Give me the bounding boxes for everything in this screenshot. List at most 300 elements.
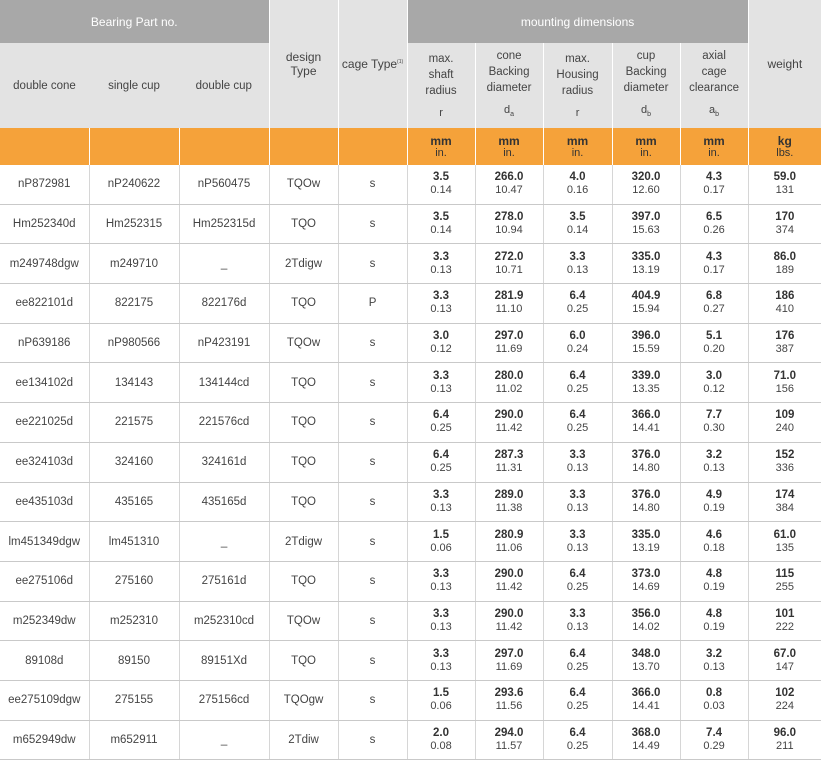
cell-weight (748, 680, 821, 720)
cell-cage-type: s (338, 165, 407, 204)
cell-weight-imperial: 211 (776, 739, 794, 752)
cell-shaft-radius (407, 403, 475, 443)
cell-cone-backing-metric: 287.3 (494, 449, 524, 462)
cell-weight-imperial: 224 (775, 700, 794, 713)
cell-shaft-radius (407, 720, 475, 760)
cell-cage-clearance-imperial: 0.29 (703, 739, 725, 752)
symbol-r: r (439, 106, 443, 119)
cell-weight-metric: 86.0 (773, 250, 796, 263)
cell-cage-clearance-metric: 4.8 (706, 568, 723, 581)
double-cone-header: double cone (0, 43, 89, 128)
cell-housing-radius-metric: 4.0 (569, 171, 586, 184)
cell-design-type: TQOw (269, 323, 338, 363)
cell-cone-backing-imperial: 11.56 (495, 700, 523, 713)
cell-cage-clearance-imperial: 0.17 (703, 184, 725, 197)
cell-double-cone: m249748dgw (0, 244, 89, 284)
cell-cone-backing-metric: 280.0 (494, 369, 524, 382)
cell-shaft-radius-imperial: 0.13 (430, 660, 452, 673)
cell-shaft-radius-metric: 3.3 (433, 607, 450, 620)
cell-cage-clearance-imperial: 0.30 (703, 422, 725, 435)
cell-weight-metric: 96.0 (773, 726, 796, 739)
cell-cage-clearance-imperial: 0.19 (703, 620, 725, 633)
cup-backing-line1: cup (636, 49, 656, 62)
unit-cell-empty (338, 128, 407, 165)
cell-double-cone: nP639186 (0, 323, 89, 363)
cell-weight-imperial: 131 (775, 184, 794, 197)
cell-housing-radius (543, 323, 612, 363)
cell-cage-clearance-imperial: 0.17 (703, 263, 725, 276)
cell-weight-imperial: 135 (775, 541, 794, 554)
cell-weight (748, 720, 821, 760)
cell-double-cone: ee134102d (0, 363, 89, 403)
cell-cup-backing-metric: 376.0 (631, 488, 661, 501)
cell-double-cup: 324161d (179, 442, 269, 482)
cell-housing-radius-imperial: 0.25 (566, 660, 589, 673)
cell-cone-backing-imperial: 11.06 (495, 541, 523, 554)
cell-housing-radius (543, 403, 612, 443)
mounting-dimensions-header: mounting dimensions (407, 0, 748, 43)
cell-weight (748, 244, 821, 284)
cell-weight-imperial: 387 (775, 343, 794, 356)
table-row (0, 561, 821, 601)
cell-shaft-radius-metric: 3.0 (433, 330, 450, 343)
cell-cone-backing (475, 482, 543, 522)
design-type-header (269, 0, 338, 128)
cell-cone-backing (475, 323, 543, 363)
cell-housing-radius-metric: 6.4 (569, 369, 586, 382)
unit-cell-empty (179, 128, 269, 165)
cell-double-cone: m652949dw (0, 720, 89, 760)
cell-cone-backing-metric: 278.0 (494, 211, 524, 224)
cell-weight-imperial: 255 (775, 581, 794, 594)
cell-cup-backing-imperial: 13.19 (632, 263, 660, 276)
cell-weight-imperial: 156 (775, 382, 794, 395)
cell-single-cup: nP980566 (89, 323, 179, 363)
cell-weight-metric: 109 (775, 409, 795, 422)
cell-cage-clearance (680, 561, 748, 601)
cell-housing-radius-metric: 3.5 (569, 211, 586, 224)
cell-housing-radius-metric: 3.3 (569, 528, 586, 541)
cell-cage-clearance (680, 601, 748, 641)
cell-cup-backing-metric: 348.0 (631, 647, 661, 660)
unit-cell-empty (269, 128, 338, 165)
cell-shaft-radius (407, 284, 475, 324)
cell-housing-radius (543, 244, 612, 284)
table-row (0, 403, 821, 443)
cell-weight-metric: 186 (775, 290, 795, 303)
cell-design-type: TQOgw (269, 680, 338, 720)
table-row (0, 284, 821, 324)
cell-cage-clearance-metric: 4.6 (706, 528, 723, 541)
weight-header: weight (748, 0, 821, 128)
cell-cup-backing-metric: 366.0 (631, 687, 661, 700)
cell-shaft-radius-imperial: 0.12 (430, 343, 452, 356)
cell-cage-clearance-metric: 3.2 (706, 449, 723, 462)
cell-double-cup: _ (179, 522, 269, 562)
cell-cone-backing-metric: 294.0 (494, 726, 524, 739)
cell-single-cup: nP240622 (89, 165, 179, 204)
cell-cone-backing (475, 442, 543, 482)
cell-cage-clearance-imperial: 0.27 (703, 303, 725, 316)
cell-housing-radius-metric: 6.4 (569, 647, 586, 660)
cell-shaft-radius-metric: 3.3 (433, 250, 450, 263)
cell-cone-backing (475, 403, 543, 443)
cell-cage-clearance (680, 720, 748, 760)
cell-double-cone: Hm252340d (0, 204, 89, 244)
cell-cone-backing-metric: 272.0 (494, 250, 524, 263)
cell-cup-backing-metric: 368.0 (631, 726, 661, 739)
cell-cage-clearance-metric: 7.7 (706, 409, 723, 422)
cell-cup-backing (612, 482, 680, 522)
cell-cage-type: P (338, 284, 407, 324)
shaft-radius-line1: max. (428, 52, 454, 65)
cell-double-cone: lm451349dgw (0, 522, 89, 562)
table-row (0, 323, 821, 363)
cell-cone-backing-metric: 297.0 (494, 330, 524, 343)
cell-cone-backing-imperial: 11.42 (495, 620, 523, 633)
cell-cup-backing-metric: 320.0 (631, 171, 661, 184)
cell-cage-clearance-imperial: 0.19 (703, 501, 725, 514)
cell-double-cone: ee221025d (0, 403, 89, 443)
cell-cage-clearance (680, 323, 748, 363)
cell-cage-clearance (680, 522, 748, 562)
cell-cup-backing (612, 323, 680, 363)
cell-design-type: TQO (269, 641, 338, 681)
cell-cone-backing (475, 680, 543, 720)
cell-cone-backing (475, 204, 543, 244)
cell-weight (748, 442, 821, 482)
cell-cone-backing-imperial: 11.02 (495, 382, 523, 395)
cell-double-cone: ee822101d (0, 284, 89, 324)
cell-double-cone: ee435103d (0, 482, 89, 522)
cell-cup-backing (612, 442, 680, 482)
cell-design-type: 2Tdigw (269, 522, 338, 562)
cell-cup-backing-metric: 376.0 (631, 449, 661, 462)
cell-cup-backing (612, 165, 680, 204)
unit-cell-empty (89, 128, 179, 165)
cone-backing-line2: Backing (488, 65, 530, 78)
table-row (0, 363, 821, 403)
cell-weight-metric: 152 (775, 449, 795, 462)
cage-clearance-header (680, 43, 748, 128)
cell-shaft-radius (407, 244, 475, 284)
cell-cage-clearance-metric: 4.8 (706, 607, 723, 620)
table-row (0, 680, 821, 720)
cell-shaft-radius-metric: 3.3 (433, 488, 450, 501)
cell-cage-type: s (338, 363, 407, 403)
cup-backing-line3: diameter (623, 81, 669, 94)
cell-cone-backing-metric: 293.6 (494, 687, 524, 700)
cell-cone-backing-imperial: 10.47 (495, 184, 523, 197)
cell-cage-clearance-metric: 6.5 (706, 211, 723, 224)
cell-single-cup: 822175 (89, 284, 179, 324)
cell-cage-clearance-imperial: 0.03 (703, 700, 725, 713)
cell-shaft-radius-metric: 3.5 (433, 211, 450, 224)
cell-housing-radius (543, 363, 612, 403)
cell-double-cup: m252310cd (179, 601, 269, 641)
cell-double-cup: nP560475 (179, 165, 269, 204)
cell-shaft-radius-metric: 3.5 (433, 171, 450, 184)
cell-shaft-radius (407, 204, 475, 244)
cell-cup-backing (612, 720, 680, 760)
cell-shaft-radius-metric: 2.0 (433, 726, 450, 739)
cell-cage-clearance-metric: 7.4 (706, 726, 723, 739)
type-label: Type (290, 64, 317, 78)
cell-cup-backing-metric: 366.0 (631, 409, 661, 422)
cell-cup-backing (612, 641, 680, 681)
units-row (0, 128, 821, 165)
cell-housing-radius (543, 165, 612, 204)
cell-cone-backing-imperial: 11.42 (495, 581, 523, 594)
cell-single-cup: 134143 (89, 363, 179, 403)
cell-shaft-radius (407, 522, 475, 562)
cell-double-cup: 822176d (179, 284, 269, 324)
cell-housing-radius-imperial: 0.13 (566, 501, 589, 514)
cell-cage-clearance-imperial: 0.19 (703, 581, 725, 594)
cell-cage-clearance-imperial: 0.13 (703, 462, 725, 475)
cell-weight-imperial: 374 (775, 224, 794, 237)
cell-cup-backing (612, 680, 680, 720)
cell-double-cup: _ (179, 244, 269, 284)
cell-weight (748, 323, 821, 363)
cell-shaft-radius (407, 482, 475, 522)
cell-cage-clearance (680, 403, 748, 443)
cell-single-cup: 221575 (89, 403, 179, 443)
cell-weight-imperial: 410 (775, 303, 794, 316)
cell-double-cup: _ (179, 720, 269, 760)
cup-backing-line2: Backing (625, 65, 667, 78)
cell-double-cone: ee275106d (0, 561, 89, 601)
cell-cage-clearance-metric: 0.8 (706, 687, 723, 700)
cell-cup-backing-imperial: 13.19 (632, 541, 660, 554)
cell-single-cup: 324160 (89, 442, 179, 482)
cell-cage-type: s (338, 601, 407, 641)
cell-cone-backing (475, 601, 543, 641)
cell-weight (748, 482, 821, 522)
cell-shaft-radius-metric: 6.4 (433, 409, 450, 422)
cell-cage-clearance-metric: 3.0 (706, 369, 723, 382)
cell-cage-type: s (338, 720, 407, 760)
cell-design-type: TQO (269, 442, 338, 482)
cell-single-cup: 275160 (89, 561, 179, 601)
cell-housing-radius (543, 680, 612, 720)
cell-housing-radius-metric: 6.4 (569, 409, 586, 422)
unit-cell-shaft: mm in. (407, 128, 475, 165)
cell-cup-backing-metric: 373.0 (631, 568, 661, 581)
double-cup-header: double cup (179, 43, 269, 128)
symbol-db: $d_b$ (641, 103, 652, 119)
cell-cone-backing (475, 720, 543, 760)
cell-cage-clearance-imperial: 0.18 (703, 541, 725, 554)
cell-housing-radius (543, 601, 612, 641)
cell-double-cone: ee324103d (0, 442, 89, 482)
unit-cell-empty (0, 128, 89, 165)
cell-cage-type: s (338, 522, 407, 562)
cone-backing-line3: diameter (486, 81, 532, 94)
cell-cup-backing (612, 363, 680, 403)
cell-cage-clearance (680, 641, 748, 681)
cell-design-type: TQO (269, 284, 338, 324)
cell-cage-clearance-metric: 4.3 (706, 171, 723, 184)
cell-cone-backing (475, 244, 543, 284)
cell-cage-clearance (680, 284, 748, 324)
cell-weight-metric: 176 (775, 330, 795, 343)
unit-cell-cone: mm in. (475, 128, 543, 165)
cell-single-cup: lm451310 (89, 522, 179, 562)
cell-shaft-radius (407, 680, 475, 720)
cell-double-cup: 275156cd (179, 680, 269, 720)
cell-housing-radius (543, 442, 612, 482)
cell-housing-radius (543, 522, 612, 562)
cell-housing-radius-metric: 3.3 (569, 449, 586, 462)
cell-housing-radius (543, 561, 612, 601)
cell-weight-metric: 71.0 (773, 369, 796, 382)
single-cup-header: single cup (89, 43, 179, 128)
cell-cone-backing (475, 363, 543, 403)
cell-shaft-radius (407, 363, 475, 403)
cell-housing-radius-metric: 6.4 (569, 726, 586, 739)
cell-cage-clearance-imperial: 0.26 (703, 224, 725, 237)
cell-weight (748, 204, 821, 244)
cell-housing-radius-imperial: 0.25 (566, 700, 589, 713)
cell-cone-backing-metric: 280.9 (494, 528, 524, 541)
cell-shaft-radius-metric: 3.3 (433, 568, 450, 581)
cage-clearance-line2: cage (701, 65, 727, 78)
cell-cone-backing-imperial: 11.10 (495, 303, 523, 316)
cell-cup-backing (612, 601, 680, 641)
cell-double-cone: m252349dw (0, 601, 89, 641)
cell-shaft-radius-metric: 1.5 (433, 528, 450, 541)
cell-weight-metric: 102 (775, 687, 795, 700)
cell-cage-clearance (680, 442, 748, 482)
symbol-ab: $a_b$ (709, 103, 720, 119)
bearing-part-no-header: Bearing Part no. (0, 0, 269, 43)
cell-cage-type: s (338, 680, 407, 720)
shaft-radius-line2: shaft (428, 68, 454, 81)
cell-cage-type: s (338, 641, 407, 681)
cell-housing-radius-imperial: 0.25 (566, 581, 589, 594)
table-row (0, 165, 821, 204)
cell-shaft-radius-metric: 6.4 (433, 449, 450, 462)
cell-cup-backing-metric: 396.0 (631, 330, 661, 343)
cell-cup-backing (612, 403, 680, 443)
cell-double-cup: nP423191 (179, 323, 269, 363)
cell-shaft-radius-metric: 3.3 (433, 290, 450, 303)
cell-cage-clearance-metric: 3.2 (706, 647, 723, 660)
cell-housing-radius-metric: 3.3 (569, 488, 586, 501)
cell-cup-backing (612, 204, 680, 244)
cell-single-cup: Hm252315 (89, 204, 179, 244)
cell-weight-imperial: 222 (775, 620, 794, 633)
cell-cone-backing-imperial: 11.69 (495, 343, 523, 356)
cell-shaft-radius-metric: 1.5 (433, 687, 450, 700)
cell-weight-metric: 59.0 (773, 171, 796, 184)
cell-cage-clearance (680, 244, 748, 284)
cell-cone-backing (475, 641, 543, 681)
cell-cup-backing-imperial: 14.80 (632, 501, 660, 514)
cell-cone-backing-metric: 290.0 (494, 409, 524, 422)
cell-housing-radius-imperial: 0.13 (566, 462, 589, 475)
cell-weight (748, 403, 821, 443)
cell-housing-radius-imperial: 0.13 (566, 541, 589, 554)
cell-cone-backing-metric: 289.0 (494, 488, 524, 501)
cell-cone-backing-metric: 266.0 (494, 171, 524, 184)
cell-cup-backing-imperial: 15.59 (632, 343, 660, 356)
cell-design-type: TQO (269, 561, 338, 601)
cell-cone-backing-metric: 281.9 (494, 290, 524, 303)
cell-shaft-radius-imperial: 0.25 (430, 462, 452, 475)
cage-type-label: cage Type (341, 57, 398, 71)
cell-cage-clearance-metric: 4.9 (706, 488, 723, 501)
cell-cone-backing (475, 284, 543, 324)
cell-double-cup: Hm252315d (179, 204, 269, 244)
cup-backing-header (612, 43, 680, 128)
cell-cage-clearance (680, 204, 748, 244)
table-row (0, 720, 821, 760)
cell-housing-radius (543, 204, 612, 244)
cell-double-cone: 89108d (0, 641, 89, 681)
cell-cup-backing-metric: 404.9 (631, 290, 661, 303)
cell-cage-type: s (338, 561, 407, 601)
cell-single-cup: m249710 (89, 244, 179, 284)
cell-shaft-radius-imperial: 0.14 (430, 184, 452, 197)
cell-design-type: TQOw (269, 601, 338, 641)
cell-housing-radius-metric: 3.3 (569, 607, 586, 620)
cell-cup-backing (612, 561, 680, 601)
cell-cup-backing-imperial: 14.69 (632, 581, 660, 594)
cell-shaft-radius-imperial: 0.13 (430, 303, 452, 316)
cell-shaft-radius (407, 561, 475, 601)
housing-radius-line1: max. (565, 52, 590, 65)
cell-cage-clearance-imperial: 0.20 (703, 343, 725, 356)
cell-weight-imperial: 384 (775, 501, 794, 514)
cell-shaft-radius-imperial: 0.25 (430, 422, 452, 435)
cell-shaft-radius-imperial: 0.06 (430, 541, 452, 554)
cell-housing-radius-imperial: 0.13 (566, 620, 589, 633)
unit-cell-clearance: mm in. (680, 128, 748, 165)
cell-cone-backing (475, 522, 543, 562)
cell-design-type: TQO (269, 204, 338, 244)
cell-cup-backing-imperial: 13.70 (632, 660, 660, 673)
cell-shaft-radius-metric: 3.3 (433, 647, 450, 660)
cage-footnote: (1) (397, 59, 404, 65)
cell-single-cup: m652911 (89, 720, 179, 760)
unit-cell-weight: kg lbs. (748, 128, 821, 165)
cell-housing-radius (543, 720, 612, 760)
housing-radius-header (543, 43, 612, 128)
housing-radius-line2: Housing (556, 68, 599, 81)
cell-cone-backing (475, 561, 543, 601)
cell-cage-clearance (680, 363, 748, 403)
cell-cage-type: s (338, 442, 407, 482)
cell-cage-type: s (338, 323, 407, 363)
cell-double-cup: 275161d (179, 561, 269, 601)
cell-shaft-radius (407, 323, 475, 363)
cell-cage-clearance-metric: 4.3 (706, 250, 723, 263)
cone-backing-header (475, 43, 543, 128)
cell-cup-backing-imperial: 15.94 (632, 303, 660, 316)
cage-type-header (338, 0, 407, 128)
cell-shaft-radius (407, 601, 475, 641)
table-row (0, 482, 821, 522)
cell-housing-radius-metric: 3.3 (569, 250, 586, 263)
cell-shaft-radius-imperial: 0.14 (430, 224, 452, 237)
cell-design-type: TQOw (269, 165, 338, 204)
cell-cup-backing-imperial: 14.02 (632, 620, 660, 633)
table-row (0, 641, 821, 681)
cell-cup-backing-metric: 335.0 (631, 250, 661, 263)
cell-weight-imperial: 147 (775, 660, 794, 673)
